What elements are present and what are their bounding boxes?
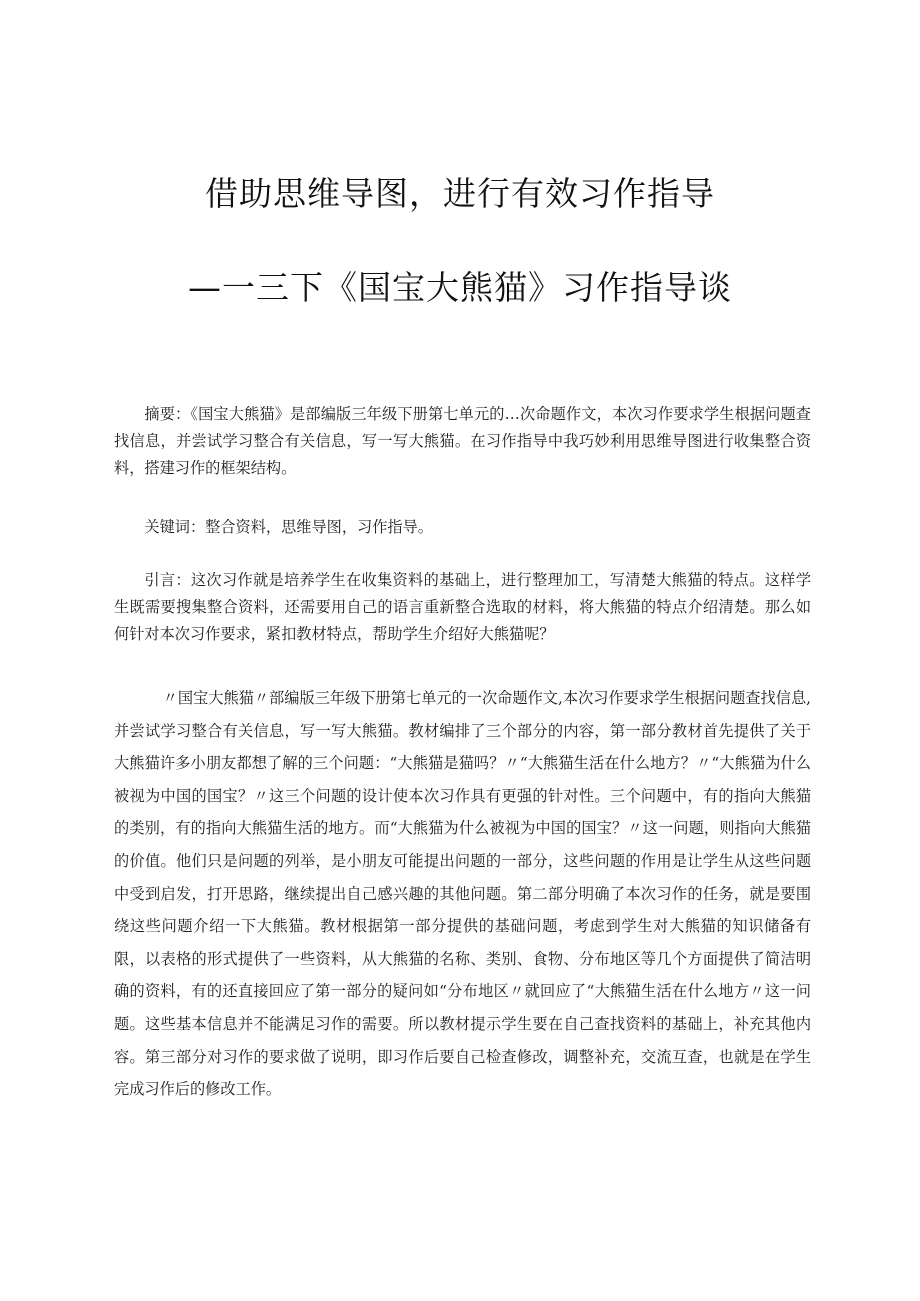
page-title: 借助思维导图，进行有效习作指导: [205, 174, 715, 213]
body-paragraph: 〃国宝大熊猫〃部编版三年级下册第七单元的一次命题作文,本次习作要求学生根据问题查找信息,并尝试学习整合有关信息，写一写大熊猫。教材编排了三个部分的内容，第一部分教材首先提供了关于大熊猫许多小朋友都想了解的三个问题：“大熊猫是猫吗？〃“大熊猫生活在什么地方？〃“大熊猫为什么被视为中国的国宝？〃这三个问题的设计使本次习作具有更强的针对性。三个问题中，有的指向大熊猫的类别，有的指向大熊猫生活的地方。而“大熊猫为什么被视为中国的国宝？〃这一问题，则指向大熊猫的价值。他们只是问题的列举，是小朋友可能提出问题的一部分，这些问题的作用是让学生从这些问题中受到启发，打开思路，继续提出自己感兴趣的其他问题。第二部分明确了本次习作的任务，就是要围绕这些问题介绍一下大熊猫。教材根据第一部分提供的基础问题，考虑到学生对大熊猫的知识储备有限，以表格的形式提供了一些资料，从大熊猫的名称、类别、食物、分布地区等几个方面提供了简洁明确的资料，有的还直接回应了第一部分的疑问如“分布地区〃就回应了“大熊猫生活在什么地方〃这一问题。这些基本信息并不能满足习作的需要。所以教材提示学生要在自己查找资料的基础上，补充其他内容。第三部分对习作的要求做了说明，即习作后要自己检查修改，调整补充，交流互查，也就是在学生完成习作后的修改工作。: [114, 689, 811, 1099]
page-subtitle: —一三下《国宝大熊猫》习作指导谈: [188, 268, 732, 307]
introduction-paragraph: 引言：这次习作就是培养学生在收集资料的基础上，进行整理加工，写清楚大熊猫的特点。这样学生既需要搜集整合资料，还需要用自己的语言重新整合选取的材料，将大熊猫的特点介绍清楚。那么如何针对本次习作要求，紧扣教材特点，帮助学生介绍好大熊猫呢？: [114, 571, 811, 643]
abstract-paragraph: 摘要：《国宝大熊猫》是部编版三年级下册第七单元的…次命题作文，本次习作要求学生根据问题查找信息，并尝试学习整合有关信息，写一写大熊猫。在习作指导中我巧妙利用思维导图进行收集整合资料，搭建习作的框架结构。: [114, 405, 811, 477]
keywords-paragraph: 关键词：整合资料，思维导图，习作指导。: [144, 518, 433, 536]
